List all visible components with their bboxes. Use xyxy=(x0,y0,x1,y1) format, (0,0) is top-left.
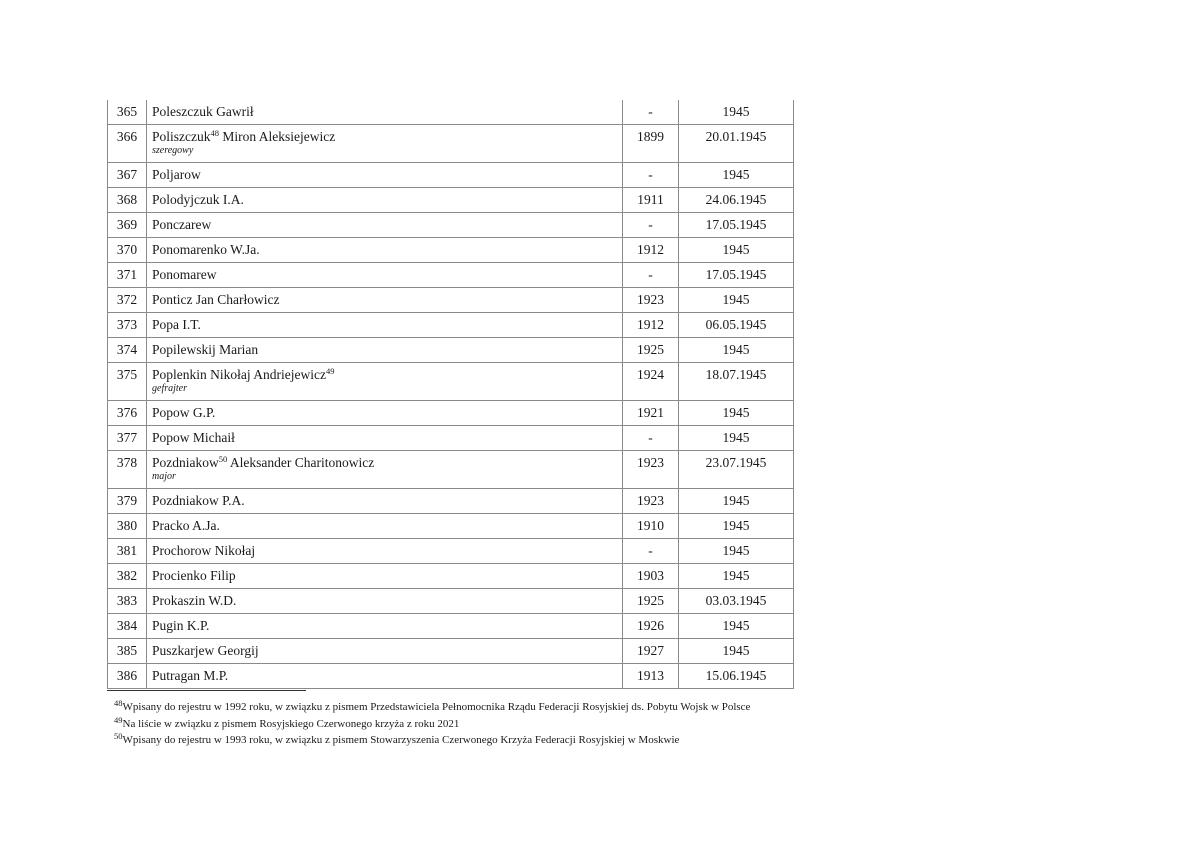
row-number: 378 xyxy=(108,451,147,489)
person-name-cell xyxy=(147,589,623,614)
person-name-cell xyxy=(147,100,623,125)
person-name-cell xyxy=(147,263,623,288)
death-date: 03.03.1945 xyxy=(679,589,794,614)
row-number: 376 xyxy=(108,401,147,426)
footnote-mark: 49 xyxy=(114,714,123,725)
birth-year: - xyxy=(623,163,679,188)
death-date: 1945 xyxy=(679,614,794,639)
death-date: 1945 xyxy=(679,163,794,188)
table-row xyxy=(108,363,794,401)
person-name: Procienko Filip xyxy=(152,568,236,583)
death-date: 1945 xyxy=(679,564,794,589)
person-name: Popow G.P. xyxy=(152,405,216,420)
footnote-48 xyxy=(114,699,1014,716)
table-row xyxy=(108,564,794,589)
person-name: Poleszczuk Gawrił xyxy=(152,104,254,119)
person-name: Ponomarenko W.Ja. xyxy=(152,242,260,257)
birth-year: 1913 xyxy=(623,664,679,689)
row-number: 371 xyxy=(108,263,147,288)
birth-year: 1911 xyxy=(623,188,679,213)
death-date: 1945 xyxy=(679,639,794,664)
military-rank: gefrajter xyxy=(152,383,187,394)
death-date: 06.05.1945 xyxy=(679,313,794,338)
death-date: 17.05.1945 xyxy=(679,213,794,238)
table-row xyxy=(108,614,794,639)
military-rank: major xyxy=(152,471,176,482)
table-row xyxy=(108,188,794,213)
row-number: 375 xyxy=(108,363,147,401)
row-number: 373 xyxy=(108,313,147,338)
person-name: Popa I.T. xyxy=(152,317,201,332)
person-name-cell xyxy=(147,313,623,338)
birth-year: 1923 xyxy=(623,451,679,489)
table-row xyxy=(108,514,794,539)
person-name: Pozdniakow xyxy=(152,455,219,470)
row-number: 379 xyxy=(108,489,147,514)
row-number: 381 xyxy=(108,539,147,564)
person-name: Prokaszin W.D. xyxy=(152,593,237,608)
row-number: 367 xyxy=(108,163,147,188)
table-row xyxy=(108,263,794,288)
person-name: Polodyjczuk I.A. xyxy=(152,192,244,207)
death-date: 20.01.1945 xyxy=(679,125,794,163)
person-name-cell xyxy=(147,213,623,238)
footnote-reference[interactable]: 50 xyxy=(218,454,228,464)
person-name-cell xyxy=(147,238,623,263)
person-name: Popow Michaił xyxy=(152,430,235,445)
birth-year: 1927 xyxy=(623,639,679,664)
footnote-50 xyxy=(114,732,1014,749)
table-row xyxy=(108,539,794,564)
person-name: Putragan M.P. xyxy=(152,668,229,683)
person-name: Poljarow xyxy=(152,167,201,182)
birth-year: 1912 xyxy=(623,238,679,263)
birth-year: 1910 xyxy=(623,514,679,539)
birth-year: - xyxy=(623,100,679,125)
death-date: 1945 xyxy=(679,426,794,451)
person-name-cell xyxy=(147,489,623,514)
birth-year: - xyxy=(623,213,679,238)
birth-year: 1899 xyxy=(623,125,679,163)
birth-year: - xyxy=(623,539,679,564)
person-name-cell xyxy=(147,188,623,213)
person-name-cell xyxy=(147,614,623,639)
death-date: 1945 xyxy=(679,489,794,514)
person-name-continued: Miron Aleksiejewicz xyxy=(219,129,336,144)
row-number: 365 xyxy=(108,100,147,125)
person-name-cell xyxy=(147,401,623,426)
register-table-body xyxy=(108,100,794,689)
row-number: 380 xyxy=(108,514,147,539)
person-name-cell xyxy=(147,639,623,664)
person-name: Popilewskij Marian xyxy=(152,342,259,357)
death-date: 1945 xyxy=(679,539,794,564)
person-name: Ponticz Jan Charłowicz xyxy=(152,292,280,307)
row-number: 384 xyxy=(108,614,147,639)
birth-year: 1912 xyxy=(623,313,679,338)
birth-year: 1903 xyxy=(623,564,679,589)
death-date: 1945 xyxy=(679,288,794,313)
footnote-text: Na liście w związku z pismem Rosyjskiego Czerwonego krzyża z roku 2021 xyxy=(122,717,460,730)
row-number: 382 xyxy=(108,564,147,589)
person-name-cell xyxy=(147,426,623,451)
death-date: 23.07.1945 xyxy=(679,451,794,489)
footnote-49 xyxy=(114,716,1014,733)
death-date: 18.07.1945 xyxy=(679,363,794,401)
table-row xyxy=(108,489,794,514)
table-row xyxy=(108,238,794,263)
row-number: 383 xyxy=(108,589,147,614)
person-name-cell xyxy=(147,664,623,689)
birth-year: - xyxy=(623,263,679,288)
death-date: 24.06.1945 xyxy=(679,188,794,213)
burial-register-table xyxy=(107,100,794,689)
row-number: 368 xyxy=(108,188,147,213)
person-name-cell xyxy=(147,288,623,313)
table-row xyxy=(108,313,794,338)
military-rank: szeregowy xyxy=(152,145,194,156)
footnote-mark: 48 xyxy=(114,698,123,708)
footnote-reference[interactable]: 48 xyxy=(210,128,219,138)
table-row xyxy=(108,100,794,125)
table-row xyxy=(108,589,794,614)
footnote-text: Wpisany do rejestru w 1992 roku, w związku z pismem Przedstawiciela Pełnomocnika Rządu Federacji Rosyjskiej ds. Pobytu Wojsk w Polsce xyxy=(122,701,751,713)
birth-year: 1925 xyxy=(623,338,679,363)
footnote-reference[interactable]: 49 xyxy=(325,366,335,376)
person-name-cell xyxy=(147,363,623,401)
row-number: 370 xyxy=(108,238,147,263)
table-row xyxy=(108,125,794,163)
person-name-cell xyxy=(147,163,623,188)
person-name: Pozdniakow P.A. xyxy=(152,493,245,508)
person-name: Ponczarew xyxy=(152,217,212,232)
person-name: Puszkarjew Georgij xyxy=(152,643,259,658)
birth-year: 1925 xyxy=(623,589,679,614)
birth-year: 1926 xyxy=(623,614,679,639)
person-name-cell xyxy=(147,564,623,589)
death-date: 1945 xyxy=(679,401,794,426)
table-row xyxy=(108,163,794,188)
person-name-cell xyxy=(147,514,623,539)
row-number: 377 xyxy=(108,426,147,451)
table-row xyxy=(108,213,794,238)
birth-year: - xyxy=(623,426,679,451)
table-row xyxy=(108,664,794,689)
row-number: 386 xyxy=(108,664,147,689)
death-date: 1945 xyxy=(679,238,794,263)
death-date: 1945 xyxy=(679,514,794,539)
person-name: Poliszczuk xyxy=(152,129,211,144)
person-name: Ponomarew xyxy=(152,267,217,282)
row-number: 374 xyxy=(108,338,147,363)
table-row xyxy=(108,639,794,664)
row-number: 366 xyxy=(108,125,147,163)
birth-year: 1923 xyxy=(623,489,679,514)
person-name-cell xyxy=(147,539,623,564)
death-date: 1945 xyxy=(679,338,794,363)
person-name-cell xyxy=(147,125,623,163)
footnote-mark: 50 xyxy=(114,731,123,741)
person-name-cell xyxy=(147,451,623,489)
table-row xyxy=(108,426,794,451)
person-name-continued: Aleksander Charitonowicz xyxy=(227,455,375,470)
row-number: 369 xyxy=(108,213,147,238)
person-name: Poplenkin Nikołaj Andriejewicz xyxy=(152,367,326,382)
person-name: Pugin K.P. xyxy=(152,618,210,633)
birth-year: 1923 xyxy=(623,288,679,313)
table-row xyxy=(108,401,794,426)
footnote-text: Wpisany do rejestru w 1993 roku, w związku z pismem Stowarzyszenia Czerwonego Krzyża Federacji Rosyjskiej w Moskwie xyxy=(122,734,680,746)
death-date: 15.06.1945 xyxy=(679,664,794,689)
footnote-separator xyxy=(107,690,306,691)
footnotes-section xyxy=(114,699,1014,749)
death-date: 1945 xyxy=(679,100,794,125)
table-row xyxy=(108,288,794,313)
birth-year: 1924 xyxy=(623,363,679,401)
birth-year: 1921 xyxy=(623,401,679,426)
person-name: Prochorow Nikołaj xyxy=(152,543,256,558)
person-name: Pracko A.Ja. xyxy=(152,518,220,533)
person-name-cell xyxy=(147,338,623,363)
table-row xyxy=(108,451,794,489)
table-row xyxy=(108,338,794,363)
row-number: 372 xyxy=(108,288,147,313)
row-number: 385 xyxy=(108,639,147,664)
death-date: 17.05.1945 xyxy=(679,263,794,288)
